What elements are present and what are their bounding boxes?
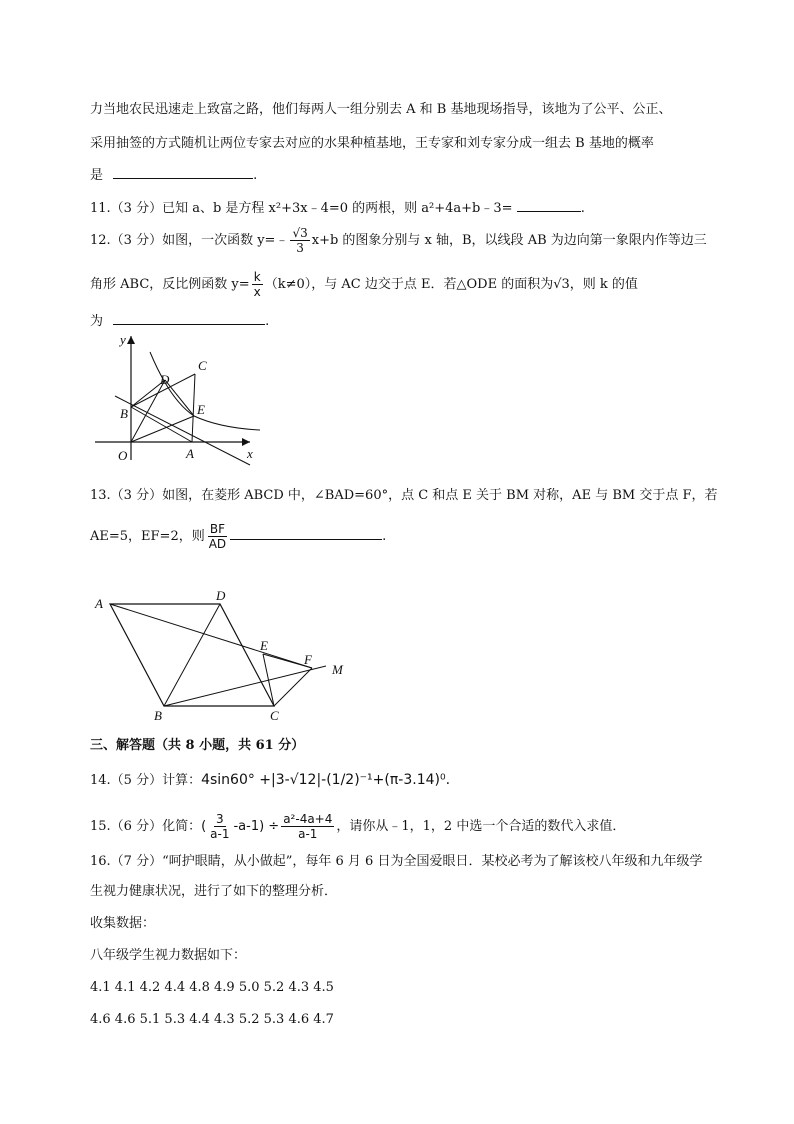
q14-prefix: 14.（5 分）计算： xyxy=(90,773,202,788)
q12-x-arrow xyxy=(242,438,250,446)
q12-line2-b: （k≠0），与 AC 边交于点 E．若△ODE 的面积为√3，则 k 的值 xyxy=(264,277,638,292)
q11-answer-blank[interactable] xyxy=(517,197,581,212)
q16-line1: 16.（7 分）“呵护眼睛，从小做起”，每年 6 月 6 日为全国爱眼日．某校必考为了解该校八年级和九年级学 xyxy=(90,854,703,869)
q13-segment-AF xyxy=(110,604,312,668)
q15-frac1-num: 3 xyxy=(216,812,224,826)
q11-question xyxy=(90,197,585,219)
q16-data-row2: 4.6 4.6 5.1 5.3 4.4 4.3 5.2 5.3 4.6 4.7 xyxy=(90,1012,334,1027)
q12-label-D: D xyxy=(160,372,170,387)
q15-frac1-den: a-1 xyxy=(210,827,230,841)
q13-segment-EC xyxy=(263,654,274,706)
q13-fraction-BF-AD xyxy=(207,522,228,551)
q12-mid: x+b 的图象分别与 x 轴，B，以线段 AB 为边向第一象限内作等边三 xyxy=(311,233,707,248)
q10-line3 xyxy=(90,164,257,186)
q12-frac1-num: √3 xyxy=(292,226,308,240)
q13-frac-den: AD xyxy=(208,537,227,551)
q12-line1 xyxy=(90,226,707,255)
q12-frac2-den: x xyxy=(253,285,261,299)
q12-fraction-slope xyxy=(290,226,309,255)
q12-line3 xyxy=(90,310,269,332)
q14-expression: 4sin60° +|3-√12|-(1/2)⁻¹+(π-3.14)⁰. xyxy=(201,772,451,788)
q13-label-F: F xyxy=(304,652,312,667)
q12-y-arrow xyxy=(127,336,135,344)
q10-answer-blank[interactable] xyxy=(113,164,253,179)
q13-label-A: A xyxy=(95,596,103,611)
q12-frac2-num: k xyxy=(253,270,261,284)
q15-question xyxy=(90,812,625,841)
q12-prefix: 12.（3 分）如图，一次函数 y=﹣ xyxy=(90,233,289,248)
q12-label-C: C xyxy=(198,358,207,373)
q11-end: . xyxy=(580,201,585,216)
q13-label-E: E xyxy=(260,638,268,653)
q11-prefix: 11.（3 分）已知 xyxy=(90,201,193,216)
q15-frac2-num: a²-4a+4 xyxy=(283,812,333,826)
q10-line2: 采用抽签的方式随机让两位专家去对应的水果种植基地，王专家和刘专家分成一组去 B 基地的概率 xyxy=(90,136,654,151)
q13-line1: 13.（3 分）如图，在菱形 ABCD 中，∠BAD=60°，点 C 和点 E 关于 BM 对称，AE 与 BM 交于点 F，若 xyxy=(90,488,718,503)
q12-line2-a: 角形 ABC，反比例函数 y= xyxy=(90,277,250,292)
q12-line3-pre: 为 xyxy=(90,314,104,329)
q13-frac-num: BF xyxy=(209,522,226,536)
q15-expr-b: -a-1) ÷ xyxy=(233,819,280,834)
q13-line2-a: AE=5，EF=2，则 xyxy=(90,529,205,544)
q12-segment-CA xyxy=(192,374,195,442)
q15-fraction-2 xyxy=(281,812,334,841)
q16-line4: 八年级学生视力数据如下： xyxy=(90,948,247,963)
q16-line2: 生视力健康状况，进行了如下的整理分析． xyxy=(90,884,338,899)
q13-diagonal-BD xyxy=(164,604,220,706)
q10-line3-post: . xyxy=(253,168,258,183)
q13-answer-blank[interactable] xyxy=(230,525,382,540)
q15-fraction-1 xyxy=(208,812,231,841)
q13-label-D: D xyxy=(216,588,226,603)
q12-label-A: A xyxy=(186,446,194,461)
q16-data-row1: 4.1 4.1 4.2 4.4 4.8 4.9 5.0 5.2 4.3 4.5 xyxy=(90,980,334,995)
q13-label-B: B xyxy=(154,708,162,723)
q12-label-E: E xyxy=(197,402,205,417)
q13-line2 xyxy=(90,522,386,551)
q15-expr-a: ( xyxy=(201,819,207,834)
q12-line2 xyxy=(90,270,638,299)
q12-label-x: x xyxy=(247,446,253,461)
q12-frac1-den: 3 xyxy=(296,241,304,255)
q15-frac2-den: a-1 xyxy=(298,827,318,841)
q11-body: a、b 是方程 x²+3x﹣4=0 的两根，则 a²+4a+b﹣3= xyxy=(192,201,513,216)
q13-figure xyxy=(90,586,360,726)
q12-segment-OD xyxy=(131,380,165,442)
q10-line3-pre: 是 xyxy=(90,168,104,183)
q13-line-BM xyxy=(164,666,326,706)
q15-prefix: 15.（6 分）化简： xyxy=(90,819,202,834)
q12-label-O: O xyxy=(118,448,128,463)
q14-question xyxy=(90,770,450,791)
q12-fraction-k-over-x xyxy=(252,270,263,299)
q12-line3-post: . xyxy=(265,314,270,329)
q12-answer-blank[interactable] xyxy=(113,310,265,325)
q13-label-M: M xyxy=(332,662,343,677)
q15-suffix: ，请你从﹣1，1，2 中选一个合适的数代入求值． xyxy=(336,819,626,834)
q12-figure xyxy=(90,330,270,470)
q10-line1: 力当地农民迅速走上致富之路，他们每两人一组分别去 A 和 B 基地现场指导，该地为了公平、公正、 xyxy=(90,102,672,117)
q16-line3: 收集数据： xyxy=(90,916,156,931)
q12-label-B: B xyxy=(120,406,128,421)
q12-label-y: y xyxy=(120,332,126,347)
section-three-heading: 三、解答题（共 8 小题，共 61 分） xyxy=(90,738,305,753)
q13-label-C: C xyxy=(270,708,279,723)
q13-line2-end: . xyxy=(382,529,387,544)
